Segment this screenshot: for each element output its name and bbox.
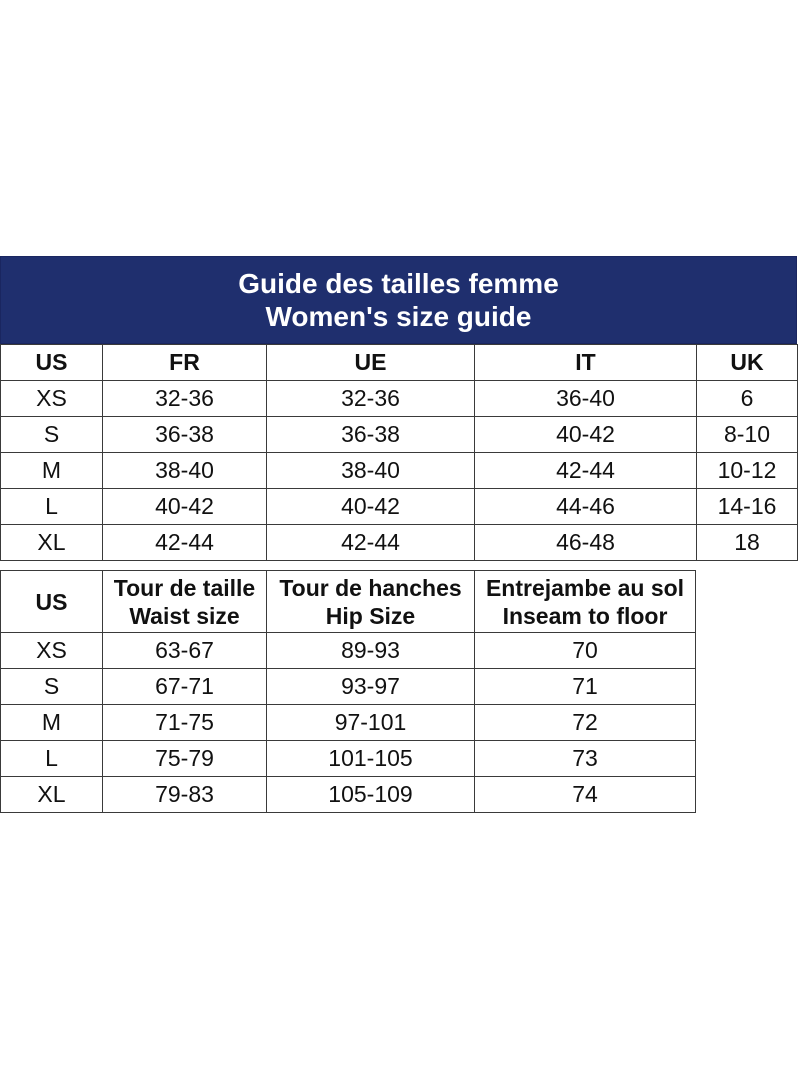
table-row (1, 417, 798, 453)
table-header-row (1, 345, 798, 381)
table-row (1, 633, 696, 669)
cell-hip: 89-93 (267, 633, 475, 669)
cell-inseam: 70 (475, 633, 696, 669)
cell-inseam: 74 (475, 777, 696, 813)
header-us (1, 571, 103, 633)
cell-us: M (1, 705, 103, 741)
cell-it: 36-40 (475, 381, 697, 417)
cell-us: XS (1, 381, 103, 417)
cell-us: L (1, 741, 103, 777)
header-waist (103, 571, 267, 633)
size-conversion-table (0, 344, 798, 561)
cell-us: XL (1, 777, 103, 813)
header-inseam-en: Inseam to floor (502, 602, 668, 629)
cell-waist: 71-75 (103, 705, 267, 741)
cell-us: XS (1, 633, 103, 669)
cell-waist: 63-67 (103, 633, 267, 669)
header-hip-fr: Tour de hanches (279, 574, 462, 601)
cell-uk: 6 (697, 381, 798, 417)
table-row (1, 489, 798, 525)
header-us: US (1, 345, 103, 381)
table-row (1, 669, 696, 705)
cell-ue: 40-42 (267, 489, 475, 525)
cell-it: 42-44 (475, 453, 697, 489)
table-row (1, 453, 798, 489)
cell-waist: 67-71 (103, 669, 267, 705)
cell-fr: 38-40 (103, 453, 267, 489)
header-waist-en: Waist size (129, 602, 240, 629)
cell-us: L (1, 489, 103, 525)
cell-hip: 93-97 (267, 669, 475, 705)
header-us-label: US (35, 588, 68, 615)
cell-ue: 38-40 (267, 453, 475, 489)
cell-waist: 75-79 (103, 741, 267, 777)
table-row (1, 777, 696, 813)
cell-fr: 32-36 (103, 381, 267, 417)
cell-us: S (1, 417, 103, 453)
cell-waist: 79-83 (103, 777, 267, 813)
cell-uk: 18 (697, 525, 798, 561)
cell-fr: 40-42 (103, 489, 267, 525)
cell-ue: 42-44 (267, 525, 475, 561)
header-waist-fr: Tour de taille (113, 574, 256, 601)
table-header-row (1, 571, 696, 633)
cell-it: 40-42 (475, 417, 697, 453)
cell-us: M (1, 453, 103, 489)
body-measurements-table (0, 570, 696, 813)
header-inseam-fr: Entrejambe au sol (485, 574, 685, 601)
header-it: IT (475, 345, 697, 381)
cell-ue: 36-38 (267, 417, 475, 453)
header-hip-en: Hip Size (325, 602, 416, 629)
header-uk: UK (697, 345, 798, 381)
title-french: Guide des tailles femme (238, 268, 559, 299)
cell-inseam: 72 (475, 705, 696, 741)
table-row (1, 381, 798, 417)
cell-inseam: 73 (475, 741, 696, 777)
cell-uk: 8-10 (697, 417, 798, 453)
cell-uk: 10-12 (697, 453, 798, 489)
table-row (1, 705, 696, 741)
title-english: Women's size guide (265, 301, 532, 332)
cell-it: 46-48 (475, 525, 697, 561)
header-fr: FR (103, 345, 267, 381)
cell-hip: 101-105 (267, 741, 475, 777)
cell-hip: 105-109 (267, 777, 475, 813)
header-hip (267, 571, 475, 633)
table-row (1, 525, 798, 561)
cell-uk: 14-16 (697, 489, 798, 525)
title-band (0, 256, 797, 344)
cell-it: 44-46 (475, 489, 697, 525)
cell-us: XL (1, 525, 103, 561)
header-inseam (475, 571, 696, 633)
cell-fr: 42-44 (103, 525, 267, 561)
cell-fr: 36-38 (103, 417, 267, 453)
table-row (1, 741, 696, 777)
cell-inseam: 71 (475, 669, 696, 705)
cell-us: S (1, 669, 103, 705)
cell-hip: 97-101 (267, 705, 475, 741)
header-ue: UE (267, 345, 475, 381)
cell-ue: 32-36 (267, 381, 475, 417)
